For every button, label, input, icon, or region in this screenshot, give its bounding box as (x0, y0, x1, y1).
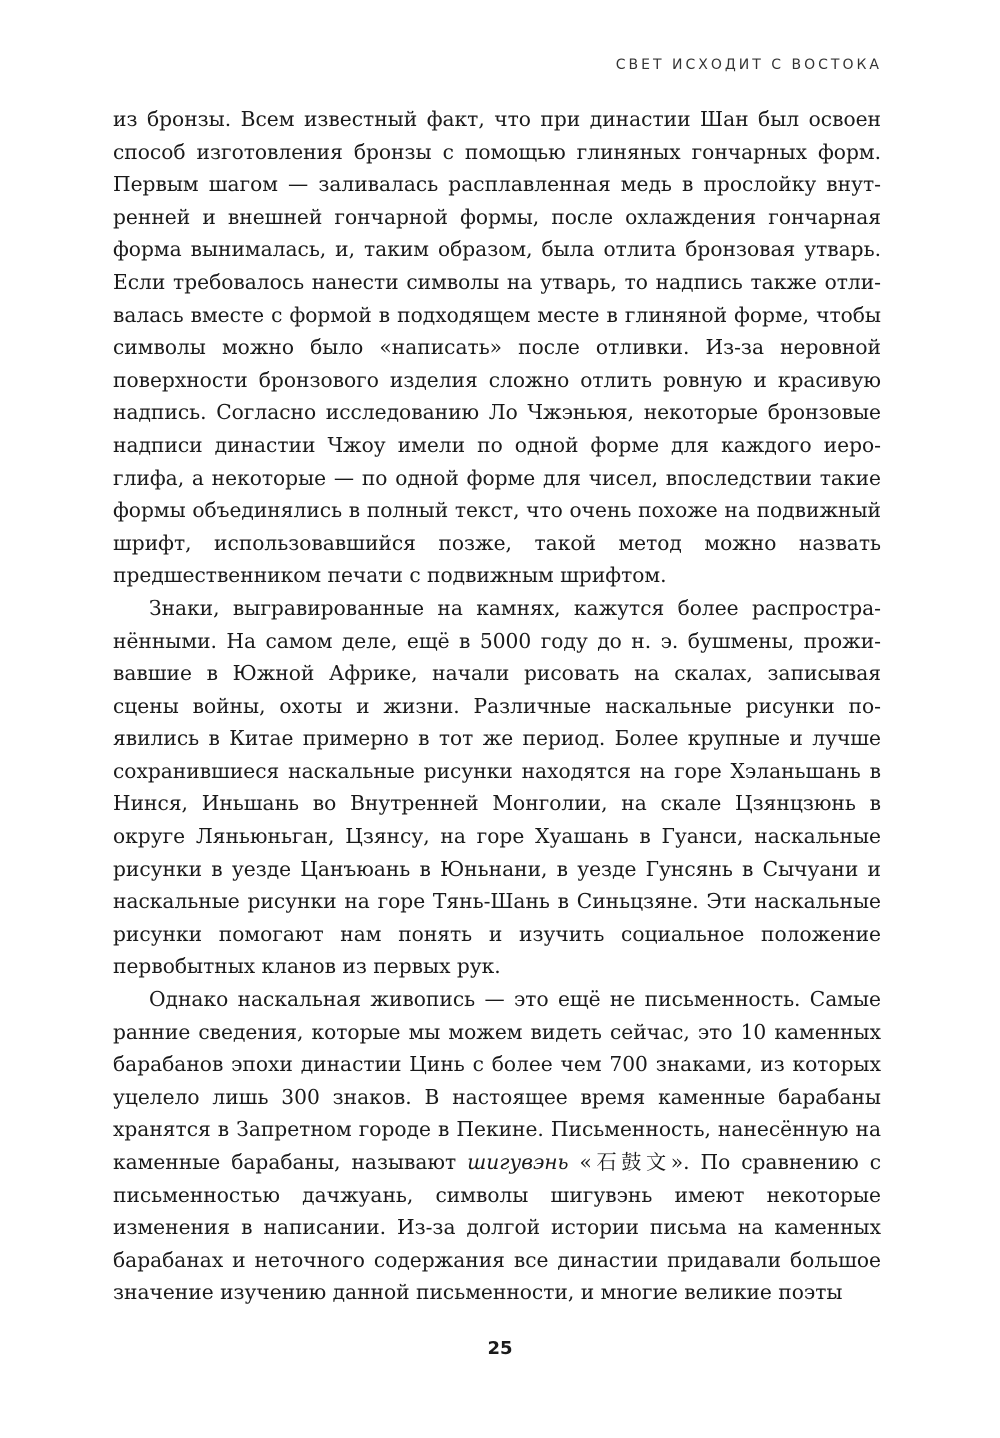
paragraph-3 (113, 983, 881, 1309)
paragraph-1: из бронзы. Всем известный факт, что при династии Шан был освоен способ изготовления бронзы с помощью глиняных гончарных форм. Первым шагом — заливалась расплавленная медь в прослойку внутренней и внешней гончарной формы, после охлаждения гончарная форма вынималась, и, таким образом, была отлита бронзовая утварь. Если требовалось нанести символы на утварь, то надпись также отливалась вместе с формой в подходящем месте в глиняной форме, чтобы символы можно было «написать» после отливки. Из-за неровной поверхности бронзового изделия сложно отлить ровную и красивую надпись. Согласно исследованию Ло Чжэньюя, некоторые бронзовые надписи династии Чжоу имели по одной форме для каждого иероглифа, а некоторые — по одной форме для чисел, впоследствии такие формы объединялись в полный текст, что очень похоже на подвижный шрифт, использовавшийся позже, такой метод можно назвать предшественником печати с подвижным шрифтом. (113, 107, 881, 588)
body-text (113, 103, 881, 1309)
running-header: СВЕТ ИСХОДИТ С ВОСТОКА (615, 57, 882, 73)
paragraph-3-part-1: Однако наскальная живопись — это ещё не письменность. Самые ранние сведения, которые мы можем видеть сейчас, это 10 каменных барабанов эпохи династии Цинь с более чем 700 знаками, из которых уцелело лишь 300 знаков. В настоящее время каменные барабаны хранятся в Запретном городе в Пекине. Письменность, нанесённую на каменные барабаны, называют (113, 987, 881, 1174)
page-number: 25 (487, 1338, 513, 1359)
italic-term: шигувэнь (467, 1150, 569, 1174)
paragraph-2: Знаки, выгравированные на камнях, кажутся более распространёнными. На самом деле, ещё в 5000 году до н. э. бушмены, проживавшие в Южной Африке, начали рисовать на скалах, записывая сцены войны, охоты и жизни. Различные наскальные рисунки появились в Китае примерно в тот же период. Более крупные и лучше сохранившиеся наскальные рисунки находятся на горе Хэланьшань в Нинся, Иньшань во Внутренней Монголии, на скале Цзянцзюнь в округе Ляньюньган, Цзянсу, на горе Хуашань в Гуанси, наскальные рисунки в уезде Цанъюань в Юньнани, в уезде Гунсянь в Сычуани и наскальные рисунки на горе Тянь-Шань в Синьцзяне. Эти наскальные рисунки помогают нам понять и изучить социальное положение первобытных кланов из первых рук. (113, 595, 881, 979)
paragraph-3-part-2: «石鼓文». По сравнению с письменностью дачжуань, символы шигувэнь имеют некоторые изменения в написании. Из-за долгой истории письма на каменных барабанах и неточного содержания все династии придавали большое значение изучению данной письменности, и многие великие поэты (113, 1150, 882, 1305)
